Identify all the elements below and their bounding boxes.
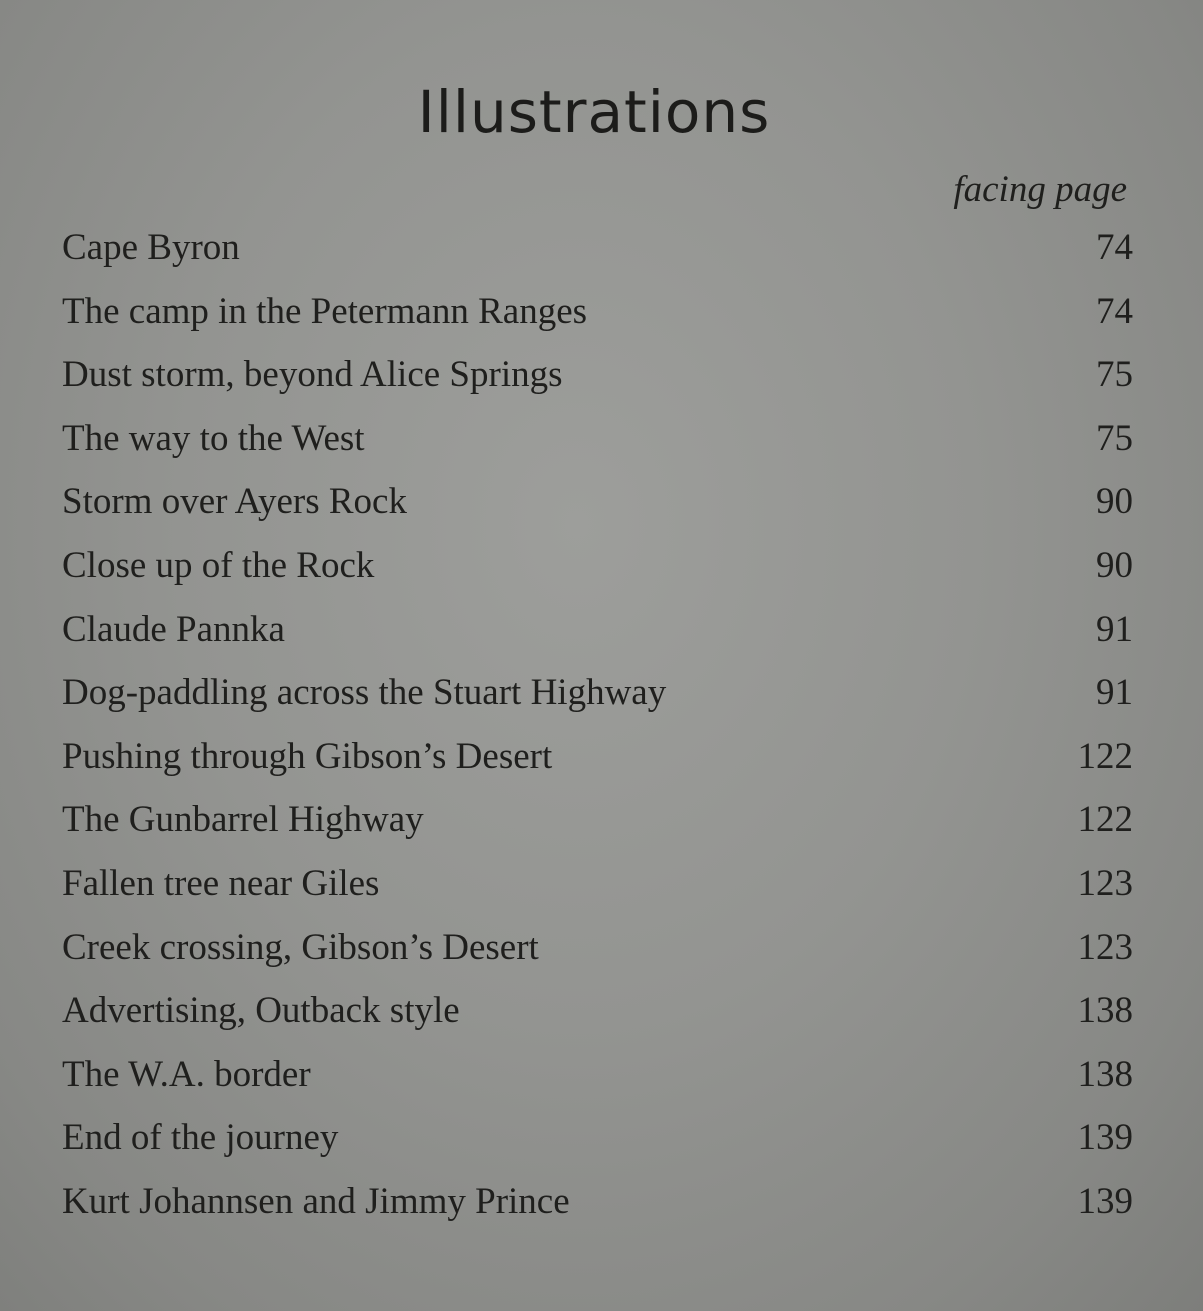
entry-label: Close up of the Rock (62, 544, 375, 586)
list-item (62, 290, 1133, 354)
list-item (62, 671, 1133, 735)
entry-label: Kurt Johannsen and Jimmy Prince (62, 1180, 570, 1222)
page-title: Illustrations (417, 78, 771, 146)
entry-page: 91 (1096, 672, 1133, 714)
list-item (62, 544, 1133, 608)
entry-label: Dust storm, beyond Alice Springs (62, 354, 563, 396)
entry-page: 75 (1096, 417, 1133, 459)
entry-page: 74 (1096, 290, 1133, 332)
entry-label: Creek crossing, Gibson’s Desert (62, 926, 539, 968)
list-item (62, 417, 1133, 481)
entry-page: 139 (1077, 1117, 1133, 1159)
entry-page: 91 (1096, 608, 1133, 650)
entry-label: The W.A. border (62, 1053, 311, 1095)
entry-label: Claude Pannka (62, 608, 285, 650)
entry-label: The camp in the Petermann Ranges (62, 290, 588, 332)
entry-page: 138 (1077, 1053, 1133, 1095)
entry-page: 90 (1096, 481, 1133, 523)
entry-page: 123 (1077, 862, 1133, 904)
list-item (62, 1053, 1133, 1117)
entry-page: 122 (1077, 735, 1133, 777)
list-item (62, 862, 1133, 926)
list-item (62, 735, 1133, 799)
entry-page: 90 (1096, 544, 1133, 586)
entry-label: The Gunbarrel Highway (62, 799, 424, 841)
entry-page: 123 (1077, 926, 1133, 968)
list-item (62, 926, 1133, 990)
entry-page: 122 (1077, 799, 1133, 841)
list-item (62, 1116, 1133, 1180)
entry-label: End of the journey (62, 1117, 339, 1159)
list-item (62, 608, 1133, 672)
illustrations-list (62, 226, 1133, 1244)
entry-label: Dog-paddling across the Stuart Highway (62, 672, 667, 714)
column-heading: facing page (953, 169, 1127, 210)
entry-label: Fallen tree near Giles (62, 862, 380, 904)
entry-page: 138 (1077, 990, 1133, 1032)
list-item (62, 989, 1133, 1053)
list-item (62, 1180, 1133, 1244)
list-item (62, 353, 1133, 417)
list-item (62, 480, 1133, 544)
entry-page: 74 (1096, 227, 1133, 268)
entry-page: 75 (1096, 354, 1133, 396)
entry-label: The way to the West (62, 417, 365, 459)
entry-label: Pushing through Gibson’s Desert (62, 735, 553, 777)
entry-label: Cape Byron (62, 227, 240, 268)
entry-label: Advertising, Outback style (62, 990, 460, 1032)
entry-label: Storm over Ayers Rock (62, 481, 407, 523)
list-item (62, 798, 1133, 862)
list-item (62, 226, 1133, 290)
entry-page: 139 (1077, 1180, 1133, 1222)
